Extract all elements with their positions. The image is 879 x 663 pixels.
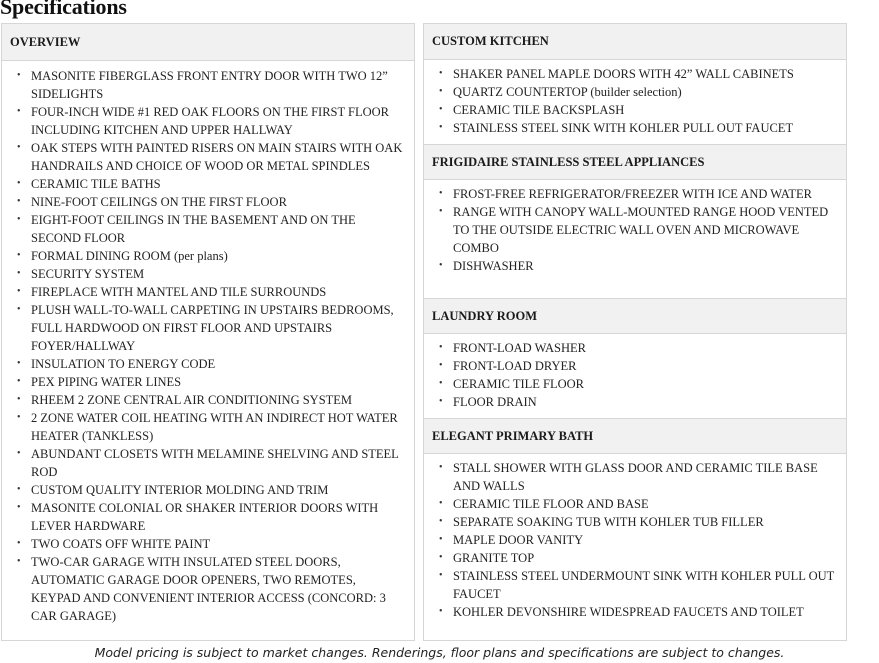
overview-panel <box>1 23 415 641</box>
overview-list <box>2 61 414 625</box>
list-item: • SHAKER PANEL MAPLE DOORS WITH 42” WALL CABINETS <box>453 65 838 83</box>
appliances-heading: FRIGIDAIRE STAINLESS STEEL APPLIANCES <box>424 144 846 180</box>
list-item: • CUSTOM QUALITY INTERIOR MOLDING AND TRIM <box>31 481 406 499</box>
list-item: • TWO-CAR GARAGE WITH INSULATED STEEL DOORS, AUTOMATIC GARAGE DOOR OPENERS, TWO REMOTES, KEYPAD AND CONVENIENT INTERIOR ACCESS (CONCORD: 3 CAR GARAGE) <box>31 553 406 625</box>
list-item: • FOUR-INCH WIDE #1 RED OAK FLOORS ON THE FIRST FLOOR INCLUDING KITCHEN AND UPPER HALLWAY <box>31 103 406 139</box>
bath-list <box>424 454 846 621</box>
list-item: • EIGHT-FOOT CEILINGS IN THE BASEMENT AND ON THE SECOND FLOOR <box>31 211 406 247</box>
list-item: • FRONT-LOAD DRYER <box>453 357 838 375</box>
list-item: • INSULATION TO ENERGY CODE <box>31 355 406 373</box>
list-item: • KOHLER DEVONSHIRE WIDESPREAD FAUCETS AND TOILET <box>453 603 838 621</box>
list-item: • ABUNDANT CLOSETS WITH MELAMINE SHELVING AND STEEL ROD <box>31 445 406 481</box>
list-item: • RHEEM 2 ZONE CENTRAL AIR CONDITIONING SYSTEM <box>31 391 406 409</box>
list-item: • MAPLE DOOR VANITY <box>453 531 838 549</box>
list-item: • NINE-FOOT CEILINGS ON THE FIRST FLOOR <box>31 193 406 211</box>
list-item: • CERAMIC TILE BATHS <box>31 175 406 193</box>
list-item: • FORMAL DINING ROOM (per plans) <box>31 247 406 265</box>
list-item: • OAK STEPS WITH PAINTED RISERS ON MAIN STAIRS WITH OAK HANDRAILS AND CHOICE OF WOOD OR METAL SPINDLES <box>31 139 406 175</box>
list-item: • STALL SHOWER WITH GLASS DOOR AND CERAMIC TILE BASE AND WALLS <box>453 459 838 495</box>
list-item: • MASONITE FIBERGLASS FRONT ENTRY DOOR WITH TWO 12” SIDELIGHTS <box>31 67 406 103</box>
list-item: • CERAMIC TILE FLOOR AND BASE <box>453 495 838 513</box>
list-item: • STAINLESS STEEL SINK WITH KOHLER PULL OUT FAUCET <box>453 119 838 137</box>
list-item: • CERAMIC TILE BACKSPLASH <box>453 101 838 119</box>
list-item: • DISHWASHER <box>453 257 838 275</box>
features-panel <box>423 23 847 641</box>
list-item: • SECURITY SYSTEM <box>31 265 406 283</box>
list-item: • GRANITE TOP <box>453 549 838 567</box>
laundry-heading: LAUNDRY ROOM <box>424 298 846 334</box>
list-item: • FRONT-LOAD WASHER <box>453 339 838 357</box>
page-title: Specifications <box>0 0 127 19</box>
list-item: • FLOOR DRAIN <box>453 393 838 411</box>
list-item: • PLUSH WALL-TO-WALL CARPETING IN UPSTAIRS BEDROOMS, FULL HARDWOOD ON FIRST FLOOR AND UPSTAIRS FOYER/HALLWAY <box>31 301 406 355</box>
appliances-list <box>424 180 846 298</box>
list-item: • SEPARATE SOAKING TUB WITH KOHLER TUB FILLER <box>453 513 838 531</box>
list-item: • FIREPLACE WITH MANTEL AND TILE SURROUNDS <box>31 283 406 301</box>
list-item: • MASONITE COLONIAL OR SHAKER INTERIOR DOORS WITH LEVER HARDWARE <box>31 499 406 535</box>
list-item: • 2 ZONE WATER COIL HEATING WITH AN INDIRECT HOT WATER HEATER (TANKLESS) <box>31 409 406 445</box>
list-item: • FROST-FREE REFRIGERATOR/FREEZER WITH ICE AND WATER <box>453 185 838 203</box>
list-item: • PEX PIPING WATER LINES <box>31 373 406 391</box>
list-item: • RANGE WITH CANOPY WALL-MOUNTED RANGE HOOD VENTED TO THE OUTSIDE ELECTRIC WALL OVEN AND MICROWAVE COMBO <box>453 203 838 257</box>
footer-disclaimer: Model pricing is subject to market changes. Renderings, floor plans and specifications are subject to changes. <box>94 645 785 660</box>
list-item: • CERAMIC TILE FLOOR <box>453 375 838 393</box>
kitchen-list <box>424 60 846 144</box>
list-item: • QUARTZ COUNTERTOP (builder selection) <box>453 83 838 101</box>
bath-heading: ELEGANT PRIMARY BATH <box>424 418 846 454</box>
laundry-list <box>424 334 846 418</box>
overview-heading: OVERVIEW <box>2 24 414 61</box>
kitchen-heading: CUSTOM KITCHEN <box>424 24 846 60</box>
list-item: • STAINLESS STEEL UNDERMOUNT SINK WITH KOHLER PULL OUT FAUCET <box>453 567 838 603</box>
list-item: • TWO COATS OFF WHITE PAINT <box>31 535 406 553</box>
